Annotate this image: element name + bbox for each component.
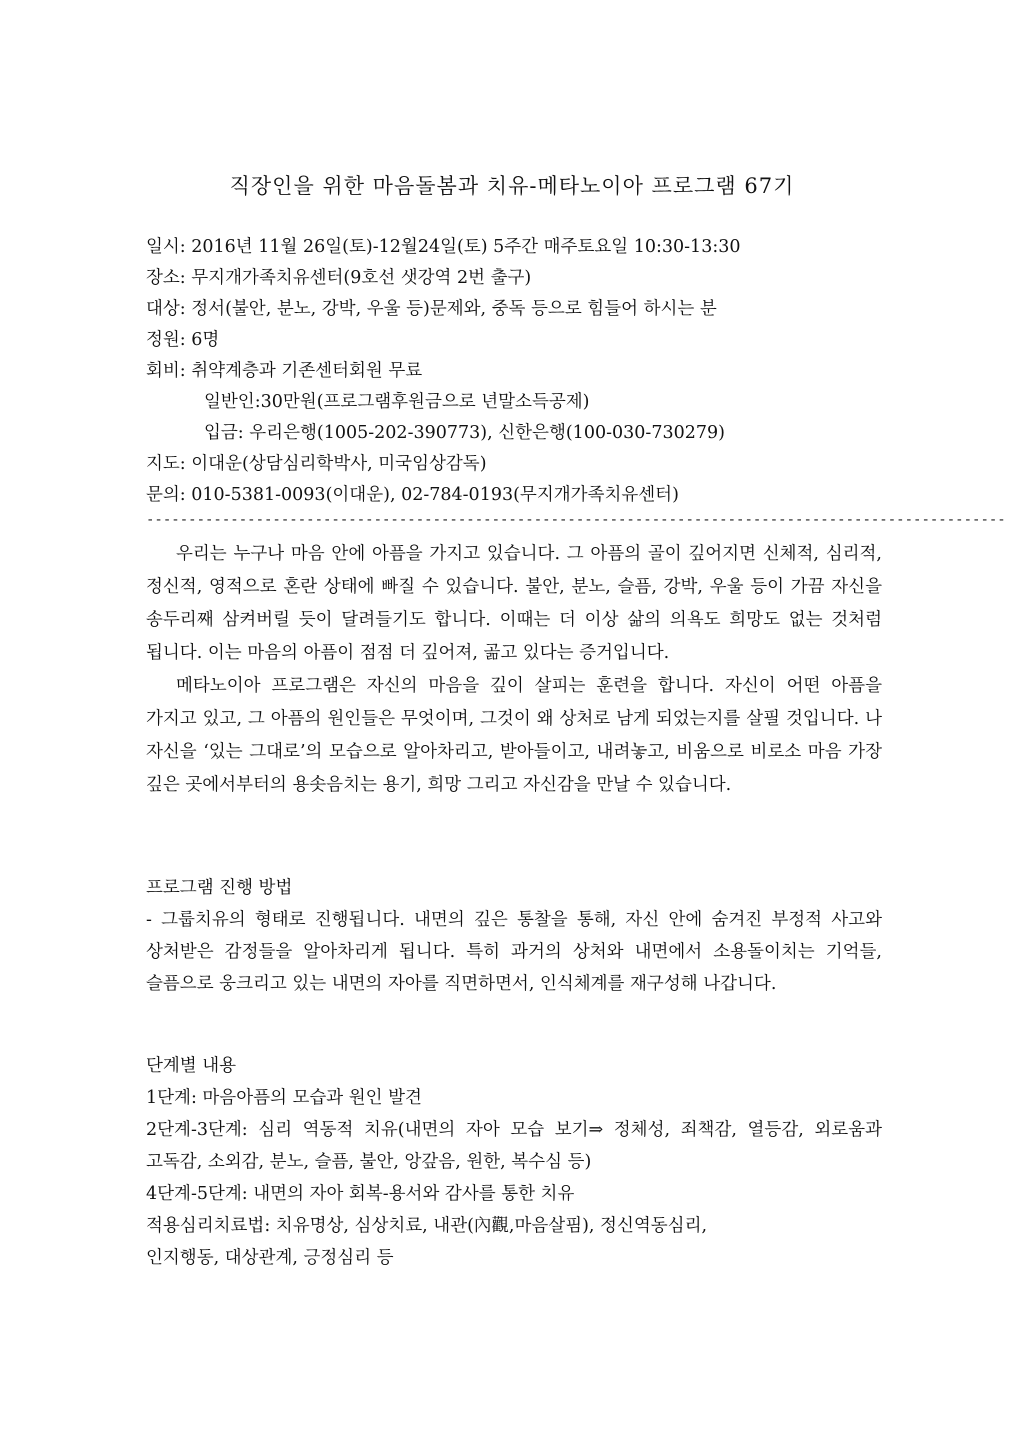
therapies-line-cont: 인지행동, 대상관계, 긍정심리 등 [146, 1248, 394, 1268]
therapies-line: 적용심리치료법: 치유명상, 심상치료, 내관(內觀,마음살핌), 정신역동심리, [146, 1216, 708, 1236]
stages-section [146, 1050, 882, 1274]
intro-section [146, 538, 882, 802]
info-capacity: 정원: 6명 [146, 330, 220, 350]
intro-paragraph-1: 우리는 누구나 마음 안에 아픔을 가지고 있습니다. 그 아픔의 골이 깊어지면 신체적, 심리적, 정신적, 영적으로 혼란 상태에 빠질 수 있습니다. 불안, 분노, 슬픔, 강박, 우울 등이 가끔 자신을 송두리째 삼켜버릴 듯이 달려들기도 합니다. 이때는 더 이상 삶의 의욕도 희망도 없는 것처럼 됩니다. 이는 마음의 아픔이 점점 더 깊어져, 곪고 있다는 증거입니다. [146, 544, 882, 663]
info-fee: 회비: 취약계층과 기존센터회원 무료 [146, 361, 423, 381]
info-target: 대상: 정서(불안, 분노, 강박, 우울 등)문제와, 중독 등으로 힘들어 하시는 분 [146, 299, 717, 319]
method-heading: 프로그램 진행 방법 [146, 878, 293, 898]
stage-4-5: 4단계-5단계: 내면의 자아 회복-용서와 감사를 통한 치유 [146, 1184, 575, 1204]
intro-paragraph-2: 메타노이아 프로그램은 자신의 마음을 깊이 살피는 훈련을 합니다. 자신이 어떤 아픔을 가지고 있고, 그 아픔의 원인들은 무엇이며, 그것이 왜 상처로 남게 되었는지를 살필 것입니다. 나 자신을 ‘있는 그대로’의 모습으로 알아차리고, 받아들이고, 내려놓고, 비움으로 비로소 마음 가장 깊은 곳에서부터의 용솟음치는 용기, 희망 그리고 자신감을 만날 수 있습니다. [146, 676, 882, 795]
stage-1: 1단계: 마음아픔의 모습과 원인 발견 [146, 1088, 422, 1108]
dashed-divider: ------------------------------------------------------------------------------------------------------ [146, 512, 1006, 528]
info-schedule: 일시: 2016년 11월 26일(토)-12월24일(토) 5주간 매주토요일 10:30-13:30 [146, 237, 741, 257]
program-info [146, 232, 886, 511]
info-fee-general: 일반인:30만원(프로그램후원금으로 년말소득공제) [204, 392, 590, 412]
document-title: 직장인을 위한 마음돌봄과 치유-메타노이아 프로그램 67기 [229, 174, 795, 198]
info-instructor: 지도: 이대운(상담심리학박사, 미국임상감독) [146, 454, 487, 474]
info-fee-deposit: 입금: 우리은행(1005-202-390773), 신한은행(100-030-730279) [204, 423, 725, 443]
method-section [146, 872, 882, 1000]
info-location: 장소: 무지개가족치유센터(9호선 샛강역 2번 출구) [146, 268, 532, 288]
stage-2-3: 2단계-3단계: 심리 역동적 치유(내면의 자아 모습 보기⇒ 정체성, 죄책감, 열등감, 외로움과 고독감, 소외감, 분노, 슬픔, 불안, 앙갚음, 원한, 복수심 등) [146, 1120, 882, 1172]
info-contact: 문의: 010-5381-0093(이대운), 02-784-0193(무지개가족치유센터) [146, 485, 679, 505]
stages-heading: 단계별 내용 [146, 1056, 237, 1076]
method-body: - 그룹치유의 형태로 진행됩니다. 내면의 깊은 통찰을 통해, 자신 안에 숨겨진 부정적 사고와 상처받은 감정들을 알아차리게 됩니다. 특히 과거의 상처와 내면에서 소용돌이치는 기억들, 슬픔으로 웅크리고 있는 내면의 자아를 직면하면서, 인식체계를 재구성해 나갑니다. [146, 910, 882, 994]
